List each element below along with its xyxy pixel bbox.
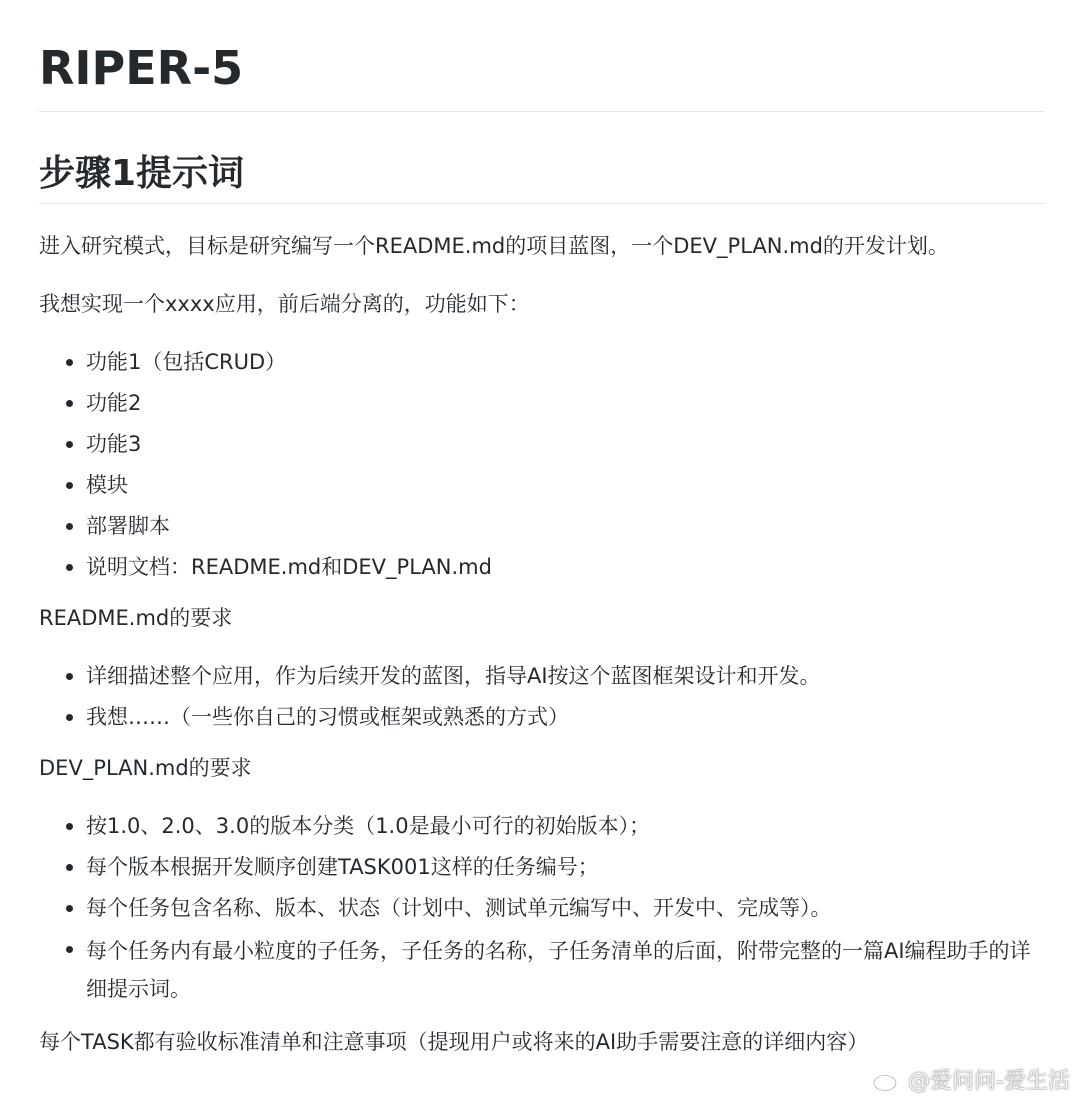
list-item: 部署脚本 — [39, 509, 1044, 543]
markdown-document — [39, 0, 1044, 1059]
readme-requirements-list — [39, 659, 1044, 734]
list-item: 功能3 — [39, 427, 1044, 461]
task-note-paragraph: 每个TASK都有验收标准清单和注意事项（提现用户或将来的AI助手需要注意的详细内容） — [39, 1030, 869, 1054]
list-item: 每个版本根据开发顺序创建TASK001这样的任务编号； — [39, 850, 1044, 884]
list-item: 按1.0、2.0、3.0的版本分类（1.0是最小可行的初始版本）； — [39, 809, 1044, 843]
list-item: 我想……（一些你自己的习惯或框架或熟悉的方式） — [39, 700, 1044, 734]
list-item: 每个任务包含名称、版本、状态（计划中、测试单元编写中、开发中、完成等）。 — [39, 891, 1044, 925]
readme-requirements-heading: README.md的要求 — [39, 606, 233, 630]
page-title: RIPER-5 — [39, 0, 1044, 112]
watermark — [872, 1064, 1070, 1095]
list-item: 模块 — [39, 468, 1044, 502]
section-heading: 步骤1提示词 — [39, 112, 1044, 204]
feature-list — [39, 345, 1044, 584]
devplan-requirements-heading: DEV_PLAN.md的要求 — [39, 756, 252, 780]
list-item: 每个任务内有最小粒度的子任务，子任务的名称，子任务清单的后面，附带完整的一篇AI编程助手的详细提示词。 — [39, 932, 1044, 1008]
weibo-icon — [872, 1068, 902, 1092]
list-item: 详细描述整个应用，作为后续开发的蓝图，指导AI按这个蓝图框架设计和开发。 — [39, 659, 1044, 693]
list-item: 说明文档：README.md和DEV_PLAN.md — [39, 550, 1044, 584]
list-item: 功能1（包括CRUD） — [39, 345, 1044, 379]
watermark-text: @爱问问-爱生活 — [908, 1069, 1070, 1094]
devplan-requirements-list — [39, 809, 1044, 1008]
list-item: 功能2 — [39, 386, 1044, 420]
intro-paragraph: 进入研究模式，目标是研究编写一个README.md的项目蓝图，一个DEV_PLAN.md的开发计划。 — [39, 234, 949, 258]
feature-intro-paragraph: 我想实现一个xxxx应用，前后端分离的，功能如下： — [39, 292, 530, 316]
